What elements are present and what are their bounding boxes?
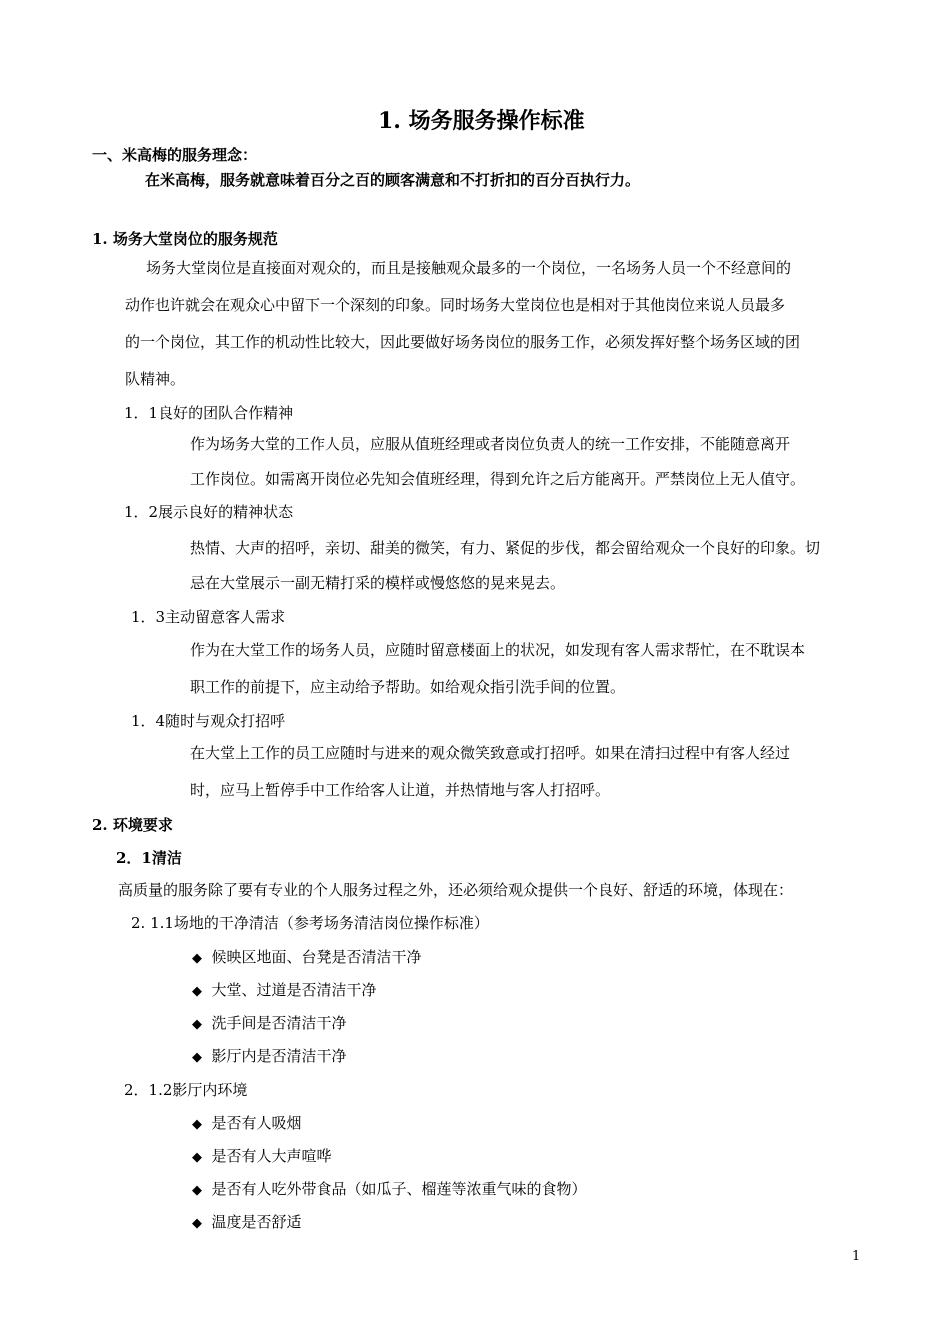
diamond-bullet-icon: ◆ (192, 1117, 202, 1132)
list-item: ◆ 是否有人吸烟 (192, 1114, 302, 1132)
section-heading-environment: 2. 环境要求 (92, 816, 173, 834)
subsection-label: 1．2展示良好的精神状态 (124, 503, 294, 521)
paragraph-line: 的一个岗位，其工作的机动性比较大，因此要做好场务岗位的服务工作，必须发挥好整个场务区域的团 (125, 333, 801, 351)
diamond-bullet-icon: ◆ (192, 951, 202, 966)
subsection-label: 1．1良好的团队合作精神 (124, 404, 294, 422)
section-heading-philosophy: 一、米高梅的服务理念： (92, 146, 258, 164)
subsection-heading-cleaning: 2．1清洁 (116, 849, 182, 867)
page-title: 1. 场务服务操作标准 (378, 108, 585, 134)
diamond-bullet-icon: ◆ (192, 984, 202, 999)
paragraph-line: 时，应马上暂停手中工作给客人让道，并热情地与客人打招呼。 (190, 781, 611, 799)
subsection-label: 2．1.2影厅内环境 (124, 1081, 248, 1099)
list-item: ◆ 是否有人大声喧哗 (192, 1147, 332, 1165)
paragraph-line: 队精神。 (125, 370, 186, 388)
diamond-bullet-icon: ◆ (192, 1216, 202, 1231)
paragraph-line: 在大堂上工作的员工应随时与进来的观众微笑致意或打招呼。如果在清扫过程中有客人经过 (190, 744, 791, 762)
list-item: ◆ 候映区地面、台凳是否清洁干净 (192, 948, 422, 966)
paragraph-line: 忌在大堂展示一副无精打采的模样或慢悠悠的晃来晃去。 (190, 574, 566, 592)
list-item: ◆ 影厅内是否清洁干净 (192, 1047, 347, 1065)
paragraph-line: 作为场务大堂的工作人员，应服从值班经理或者岗位负责人的统一工作安排，不能随意离开 (190, 435, 791, 453)
subsection-label: 1．3主动留意客人需求 (131, 608, 286, 626)
paragraph-line: 职工作的前提下，应主动给予帮助。如给观众指引洗手间的位置。 (190, 678, 626, 696)
list-item: ◆ 温度是否舒适 (192, 1213, 302, 1231)
diamond-bullet-icon: ◆ (192, 1150, 202, 1165)
section-heading-lobby: 1. 场务大堂岗位的服务规范 (92, 230, 278, 248)
diamond-bullet-icon: ◆ (192, 1050, 202, 1065)
subsection-label: 2. 1.1场地的干净清洁（参考场务清洁岗位操作标准） (131, 914, 489, 932)
list-item: ◆ 洗手间是否清洁干净 (192, 1014, 347, 1032)
paragraph-line: 高质量的服务除了要有专业的个人服务过程之外，还必须给观众提供一个良好、舒适的环境，体现在： (118, 881, 794, 899)
list-item: ◆ 大堂、过道是否清洁干净 (192, 981, 377, 999)
subsection-label: 1．4随时与观众打招呼 (131, 712, 286, 730)
diamond-bullet-icon: ◆ (192, 1183, 202, 1198)
list-item: ◆ 是否有人吃外带食品（如瓜子、榴莲等浓重气味的食物） (192, 1180, 587, 1198)
diamond-bullet-icon: ◆ (192, 1017, 202, 1032)
paragraph-line: 场务大堂岗位是直接面对观众的，而且是接触观众最多的一个岗位，一名场务人员一个不经意间的 (146, 259, 792, 277)
philosophy-statement: 在米高梅，服务就意味着百分之百的顾客满意和不打折扣的百分百执行力。 (145, 171, 641, 189)
paragraph-line: 热情、大声的招呼，亲切、甜美的微笑，有力、紧促的步伐，都会留给观众一个良好的印象。切 (190, 539, 821, 557)
page-number: 1 (852, 1249, 861, 1264)
paragraph-line: 工作岗位。如需离开岗位必先知会值班经理，得到允许之后方能离开。严禁岗位上无人值守。 (190, 470, 806, 488)
paragraph-line: 作为在大堂工作的场务人员，应随时留意楼面上的状况，如发现有客人需求帮忙，在不耽误本 (190, 641, 806, 659)
paragraph-line: 动作也许就会在观众心中留下一个深刻的印象。同时场务大堂岗位也是相对于其他岗位来说人员最多 (125, 296, 786, 314)
